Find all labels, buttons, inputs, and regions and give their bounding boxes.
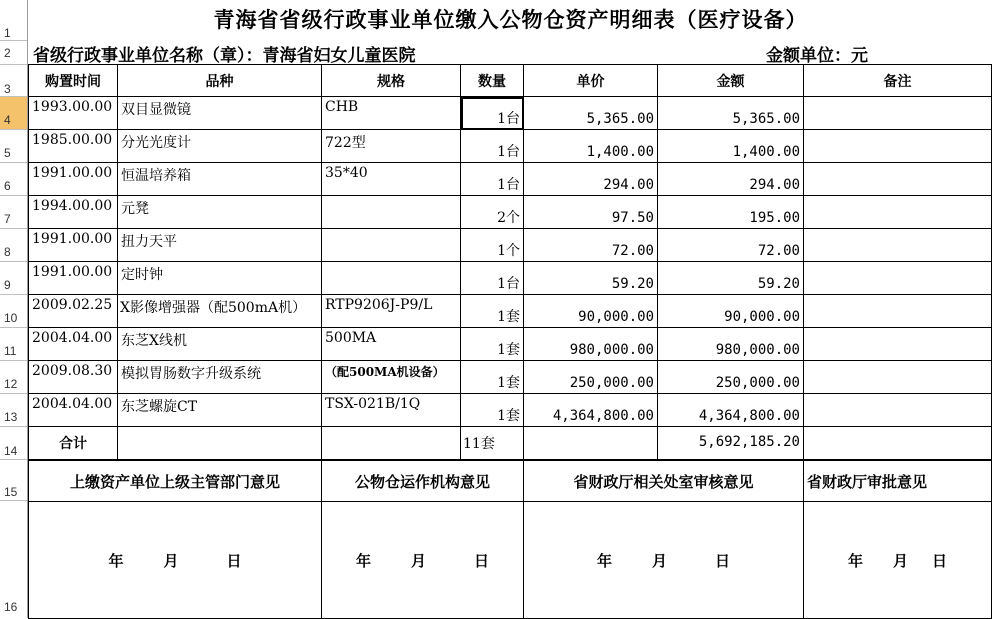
row-number-10[interactable]: 10	[4, 311, 18, 325]
cell-quantity[interactable]: 1套	[461, 394, 524, 427]
cell-price[interactable]: 5,365.00	[524, 97, 658, 130]
cell-note[interactable]	[804, 229, 992, 262]
cell-item[interactable]: 恒温培养箱	[118, 163, 322, 196]
date-day: 日	[932, 551, 948, 570]
row-number-1[interactable]: 1	[4, 26, 11, 40]
cell-amount[interactable]: 1,400.00	[658, 130, 804, 163]
date-month: 月	[651, 551, 667, 570]
cell-note[interactable]	[804, 328, 992, 361]
header-quantity[interactable]: 数量	[461, 65, 524, 97]
table-row	[29, 262, 992, 295]
date-month: 月	[410, 551, 426, 570]
cell-quantity[interactable]: 1套	[461, 361, 524, 394]
row-number-15[interactable]: 15	[4, 485, 18, 499]
cell-spec[interactable]: （配500MA机设备）	[322, 361, 461, 394]
cell-empty[interactable]	[804, 427, 992, 460]
cell-date[interactable]: 2009.08.30	[29, 361, 118, 394]
total-row	[29, 427, 992, 460]
cell-spec[interactable]: 722型	[322, 130, 461, 163]
cell-item[interactable]: 东芝螺旋CT	[118, 394, 322, 427]
cell-date[interactable]: 2004.04.00	[29, 394, 118, 427]
cell-spec[interactable]: CHB	[322, 97, 461, 130]
row-number-8[interactable]: 8	[4, 245, 11, 259]
row-number-9[interactable]: 9	[4, 278, 11, 292]
row-number-16[interactable]: 16	[4, 600, 18, 614]
spreadsheet-area	[28, 0, 993, 618]
total-quantity[interactable]: 11套	[461, 427, 524, 460]
cell-amount[interactable]: 59.20	[658, 262, 804, 295]
cell-empty[interactable]	[524, 427, 658, 460]
cell-item[interactable]: X影像增强器（配500mA机）	[118, 295, 322, 328]
cell-price[interactable]: 59.20	[524, 262, 658, 295]
cell-amount[interactable]: 90,000.00	[658, 295, 804, 328]
table-row	[29, 295, 992, 328]
cell-amount[interactable]: 294.00	[658, 163, 804, 196]
date-month: 月	[892, 551, 908, 570]
row-number-12[interactable]: 12	[4, 377, 18, 391]
row-number-5[interactable]: 5	[4, 146, 11, 160]
cell-price[interactable]: 90,000.00	[524, 295, 658, 328]
cell-date[interactable]: 1991.00.00	[29, 163, 118, 196]
cell-note[interactable]	[804, 97, 992, 130]
cell-date[interactable]: 1991.00.00	[29, 229, 118, 262]
cell-item[interactable]: 模拟胃肠数字升级系统	[118, 361, 322, 394]
cell-note[interactable]	[804, 361, 992, 394]
date-year: 年	[596, 551, 612, 570]
approval-table	[28, 460, 992, 619]
row-number-4[interactable]: 4	[0, 97, 27, 129]
cell-quantity-selected[interactable]: 1台	[461, 97, 524, 130]
cell-quantity[interactable]: 2个	[461, 196, 524, 229]
date-day: 日	[474, 551, 490, 570]
cell-note[interactable]	[804, 262, 992, 295]
cell-quantity[interactable]: 1台	[461, 262, 524, 295]
cell-quantity[interactable]: 1套	[461, 295, 524, 328]
cell-price[interactable]: 980,000.00	[524, 328, 658, 361]
approval-header-row	[29, 461, 992, 502]
currency-unit-label[interactable]: 金额单位：元	[766, 46, 868, 66]
table-row	[29, 328, 992, 361]
cell-item[interactable]: 扭力天平	[118, 229, 322, 262]
cell-note[interactable]	[804, 130, 992, 163]
cell-item[interactable]: 元凳	[118, 196, 322, 229]
date-day: 日	[226, 551, 242, 570]
table-header-row	[29, 65, 992, 97]
cell-spec[interactable]	[322, 196, 461, 229]
date-year: 年	[847, 551, 863, 570]
table-row	[29, 229, 992, 262]
date-field-4[interactable]	[804, 502, 992, 619]
cell-amount[interactable]: 980,000.00	[658, 328, 804, 361]
cell-amount[interactable]: 250,000.00	[658, 361, 804, 394]
header-purchase-date[interactable]: 购置时间	[29, 65, 118, 97]
asset-table	[28, 64, 992, 460]
date-field-3[interactable]	[524, 502, 804, 619]
cell-price[interactable]: 97.50	[524, 196, 658, 229]
cell-quantity[interactable]: 1套	[461, 328, 524, 361]
cell-quantity[interactable]: 1台	[461, 163, 524, 196]
date-year: 年	[355, 551, 371, 570]
cell-item[interactable]: 分光光度计	[118, 130, 322, 163]
approval-superior-dept[interactable]: 上缴资产单位上级主管部门意见	[29, 461, 322, 502]
date-field-2[interactable]	[322, 502, 524, 619]
table-row	[29, 361, 992, 394]
row-number-3[interactable]: 3	[4, 82, 11, 96]
cell-note[interactable]	[804, 394, 992, 427]
cell-price[interactable]: 72.00	[524, 229, 658, 262]
row-number-2[interactable]: 2	[4, 46, 11, 60]
cell-date[interactable]: 1994.00.00	[29, 196, 118, 229]
sheet-title[interactable]: 青海省省级行政事业单位缴入公物仓资产明细表（医疗设备）	[213, 7, 808, 32]
cell-note[interactable]	[804, 295, 992, 328]
org-name-label[interactable]: 省级行政事业单位名称（章）：青海省妇女儿童医院	[33, 46, 416, 66]
approval-finance-final[interactable]: 省财政厅审批意见	[804, 461, 992, 502]
cell-note[interactable]	[804, 163, 992, 196]
cell-item[interactable]: 东芝X线机	[118, 328, 322, 361]
row-number-7[interactable]: 7	[4, 212, 11, 226]
row-number-14[interactable]: 14	[4, 444, 18, 458]
cell-date[interactable]: 2009.02.25	[29, 295, 118, 328]
header-unit-price[interactable]: 单价	[524, 65, 658, 97]
header-item[interactable]: 品种	[118, 65, 322, 97]
cell-item[interactable]: 双目显微镜	[118, 97, 322, 130]
cell-date[interactable]: 1993.00.00	[29, 97, 118, 130]
table-row	[29, 196, 992, 229]
cell-spec[interactable]: RTP9206J-P9/L	[322, 295, 461, 328]
row-number-13[interactable]: 13	[4, 410, 18, 424]
cell-date[interactable]: 2004.04.00	[29, 328, 118, 361]
table-row	[29, 394, 992, 427]
table-row	[29, 97, 992, 130]
approval-finance-review[interactable]: 省财政厅相关处室审核意见	[524, 461, 804, 502]
cell-spec[interactable]: 500MA	[322, 328, 461, 361]
row-number-6[interactable]: 6	[4, 179, 11, 193]
cell-amount[interactable]: 72.00	[658, 229, 804, 262]
cell-empty[interactable]	[118, 427, 322, 460]
table-row	[29, 130, 992, 163]
cell-amount[interactable]: 5,365.00	[658, 97, 804, 130]
cell-amount[interactable]: 195.00	[658, 196, 804, 229]
date-month: 月	[163, 551, 179, 570]
cell-price[interactable]: 294.00	[524, 163, 658, 196]
cell-spec[interactable]	[322, 229, 461, 262]
cell-quantity[interactable]: 1台	[461, 130, 524, 163]
approval-warehouse-agency[interactable]: 公物仓运作机构意见	[322, 461, 524, 502]
date-day: 日	[715, 551, 731, 570]
cell-date[interactable]: 1985.00.00	[29, 130, 118, 163]
header-note[interactable]: 备注	[804, 65, 992, 97]
cell-price[interactable]: 4,364,800.00	[524, 394, 658, 427]
approval-date-row	[29, 502, 992, 619]
header-spec[interactable]: 规格	[322, 65, 461, 97]
cell-price[interactable]: 250,000.00	[524, 361, 658, 394]
row-header-gutter	[0, 0, 28, 618]
cell-item[interactable]: 定时钟	[118, 262, 322, 295]
cell-date[interactable]: 1991.00.00	[29, 262, 118, 295]
cell-price[interactable]: 1,400.00	[524, 130, 658, 163]
cell-amount[interactable]: 4,364,800.00	[658, 394, 804, 427]
cell-spec[interactable]: 35*40	[322, 163, 461, 196]
cell-spec[interactable]: TSX-021B/1Q	[322, 394, 461, 427]
table-row	[29, 163, 992, 196]
date-field-1[interactable]	[29, 502, 322, 619]
cell-spec[interactable]	[322, 262, 461, 295]
cell-empty[interactable]	[322, 427, 461, 460]
cell-quantity[interactable]: 1个	[461, 229, 524, 262]
header-amount[interactable]: 金额	[658, 65, 804, 97]
date-year: 年	[108, 551, 124, 570]
total-amount[interactable]: 5,692,185.20	[658, 427, 804, 460]
total-label[interactable]: 合计	[29, 427, 118, 460]
row-number-11[interactable]: 11	[4, 344, 17, 358]
cell-note[interactable]	[804, 196, 992, 229]
